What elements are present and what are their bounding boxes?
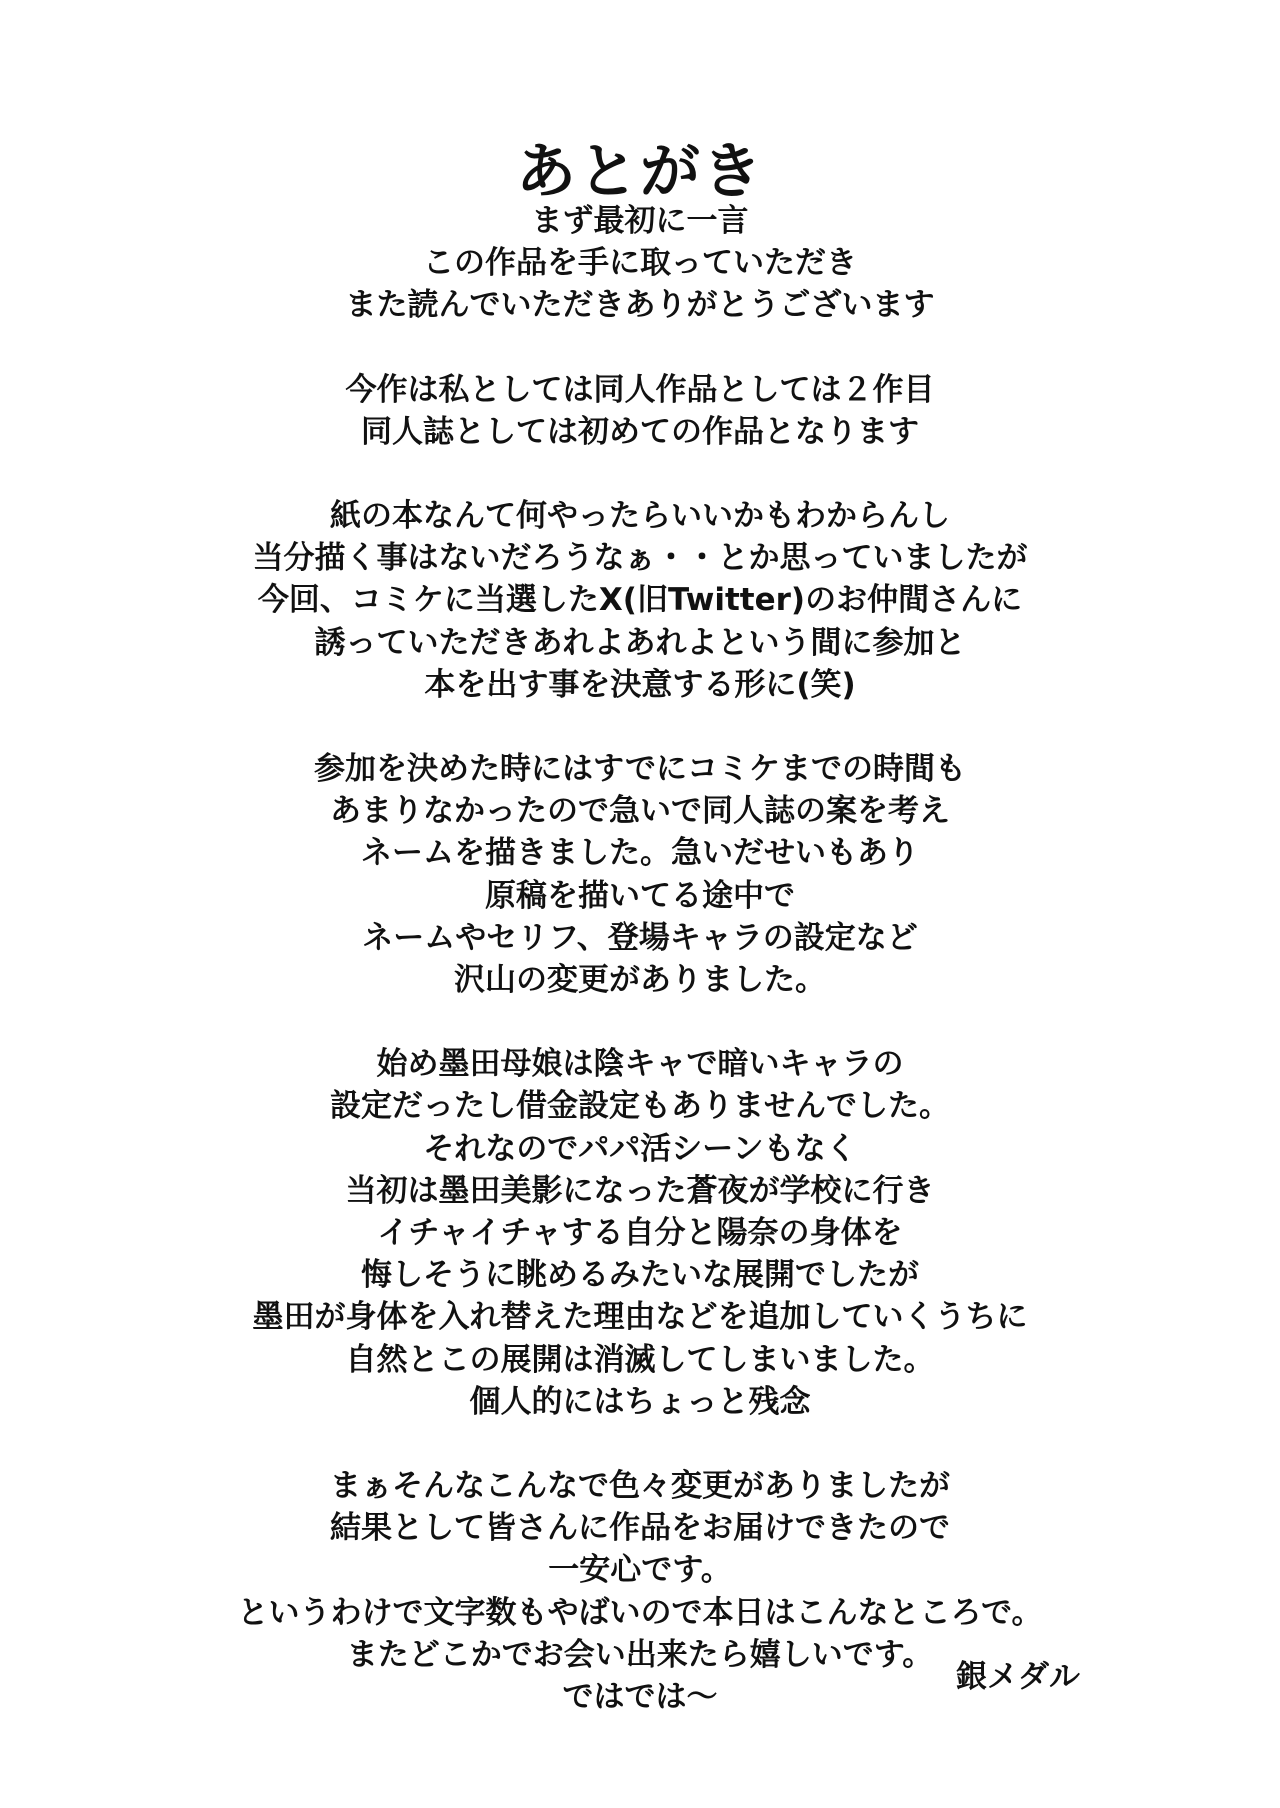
text-line: 今回、コミケに当選したX(旧Twitter)のお仲間さんに: [257, 582, 1023, 619]
text-line: ネームを描きました。急いだせいもあり: [361, 835, 919, 872]
text-line: 結果として皆さんに作品をお届けできたので: [330, 1510, 950, 1547]
text-line: 当分描く事はないだろうなぁ・・とか思っていましたが: [252, 540, 1028, 577]
text-line: またどこかでお会い出来たら嬉しいです。: [346, 1636, 934, 1673]
text-line: 原稿を描いてる途中で: [485, 877, 795, 914]
paragraph-second-work: [100, 369, 1180, 453]
text-line: 墨田が身体を入れ替えた理由などを追加していくうちに: [252, 1299, 1028, 1336]
text-line: 今作は私としては同人作品としては２作目: [345, 371, 935, 408]
text-line: あまりなかったので急いで同人誌の案を考え: [330, 793, 950, 830]
author-signature: 銀メダル: [956, 1659, 1080, 1695]
paragraph-greeting: [100, 200, 1180, 327]
text-line: 本を出す事を決意する形に(笑): [424, 666, 856, 703]
text-line: イチャイチャする自分と陽奈の身体を: [377, 1215, 903, 1252]
text-line: 悔しそうに眺めるみたいな展開でしたが: [361, 1257, 919, 1294]
text-line: また読んでいただきありがとうございます: [345, 287, 935, 324]
text-line: 沢山の変更がありました。: [454, 962, 826, 999]
text-line: 個人的にはちょっと残念: [469, 1383, 811, 1420]
text-line: 自然とこの展開は消滅してしまいました。: [345, 1341, 935, 1378]
text-line: この作品を手に取っていただき: [423, 245, 857, 282]
text-line: 設定だったし借金設定もありませんでした。: [330, 1088, 950, 1125]
text-line: 一安心です。: [548, 1552, 732, 1589]
text-line: まぁそんなこんなで色々変更がありましたが: [330, 1468, 950, 1505]
text-line: 当初は墨田美影になった蒼夜が学校に行き: [345, 1172, 935, 1209]
text-line: ではでは～: [562, 1679, 718, 1716]
text-line: まず最初に一言: [531, 203, 749, 239]
afterword-body: [100, 200, 1180, 1760]
text-line: 紙の本なんて何やったらいいかもわからんし: [330, 498, 950, 535]
text-line: 参加を決めた時にはすでにコミケまでの時間も: [314, 751, 966, 788]
text-line: 誘っていただきあれよあれよという間に参加と: [314, 624, 966, 661]
text-line: 始め墨田母娘は陰キャで暗いキャラの: [376, 1046, 904, 1083]
text-line: ネームやセリフ、登場キャラの設定など: [362, 919, 918, 956]
paragraph-comiket-invite: [100, 495, 1180, 706]
text-line: それなのでパパ活シーンもなく: [423, 1130, 857, 1167]
text-line: というわけで文字数もやばいので本日はこんなところで。: [237, 1594, 1043, 1631]
page-title: あとがき: [516, 137, 764, 208]
paragraph-changes: [100, 748, 1180, 1001]
paragraph-original-plan: [100, 1043, 1180, 1423]
text-line: 同人誌としては初めての作品となります: [361, 413, 919, 450]
